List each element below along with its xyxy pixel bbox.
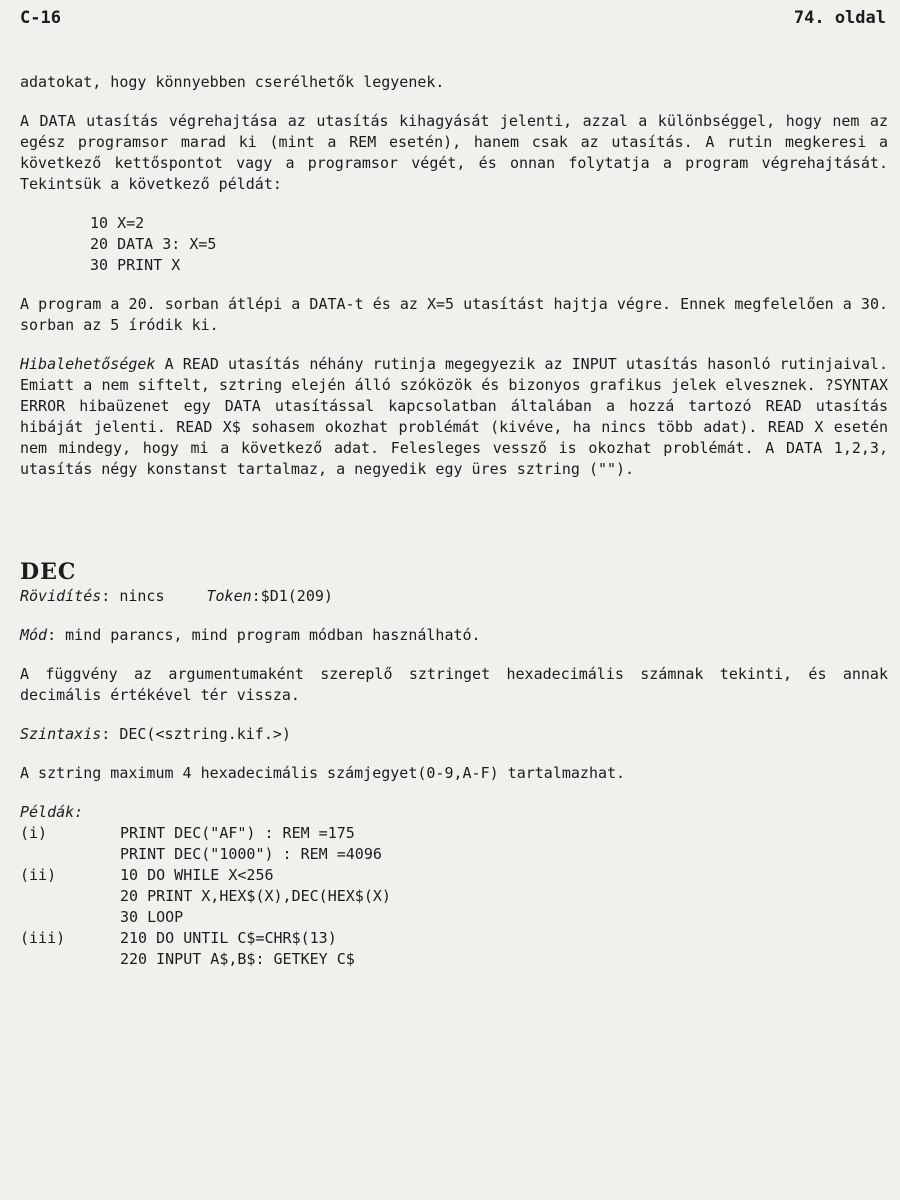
example-code: 220 INPUT A$,B$: GETKEY C$ [120, 950, 355, 968]
example-row [20, 823, 888, 844]
data-exec-paragraph: A DATA utasítás végrehajtása az utasítás kihagyását jelenti, azzal a különbséggel, hogy nem az egész programsor marad ki (mint a REM esetén), hanem csak az utasítás. A rutin megkeresi a következő kettőspontot vagy a programsor végét, és onnan folytatja a program végrehajtását. Tekintsük a következő példát: [20, 112, 888, 193]
example-row [20, 865, 888, 886]
example-row [20, 928, 888, 949]
example-label: (iii) [20, 929, 66, 947]
code-line: 30 PRINT X [90, 256, 181, 274]
errors-paragraph [20, 354, 888, 480]
token-label: Token [206, 587, 252, 605]
mode-value: : mind parancs, mind program módban használható. [47, 626, 481, 644]
syntax-label: Szintaxis [20, 725, 102, 743]
example-row [20, 886, 888, 907]
example-code: PRINT DEC("1000") : REM =4096 [120, 845, 382, 863]
intro-tail-paragraph: adatokat, hogy könnyebben cserélhetők legyenek. [20, 73, 445, 91]
program-note-paragraph: A program a 20. sorban átlépi a DATA-t és az X=5 utasítást hajtja végre. Ennek megfelelően a 30. sorban az 5 íródik ki. [20, 295, 888, 334]
example-code: PRINT DEC("AF") : REM =175 [120, 824, 355, 842]
page-body [20, 72, 888, 970]
dec-abbreviation [20, 586, 888, 607]
code-line: 20 DATA 3: X=5 [90, 235, 217, 253]
code-line: 10 X=2 [90, 214, 145, 232]
dec-description: A függvény az argumentumaként szereplő sztringet hexadecimális számnak tekinti, és annak decimális értékével tér vissza. [20, 665, 888, 704]
token-value: :$D1(209) [251, 587, 333, 605]
section-code: C-16 [20, 8, 61, 28]
errors-label: Hibalehetőségek [20, 355, 156, 373]
syntax-value: : DEC(<sztring.kif.>) [101, 725, 291, 743]
dec-limit: A sztring maximum 4 hexadecimális számjegyet(0-9,A-F) tartalmazhat. [20, 764, 626, 782]
example-row [20, 907, 888, 928]
example-row [20, 844, 888, 865]
example-label: (ii) [20, 866, 57, 884]
abbr-label: Rövidítés [20, 587, 102, 605]
abbr-value: : nincs [101, 587, 165, 605]
example-label: (i) [20, 824, 48, 842]
examples-list [20, 823, 888, 970]
dec-heading: DEC [20, 559, 77, 585]
mode-label: Mód [20, 626, 48, 644]
example-code: 210 DO UNTIL C$=CHR$(13) [120, 929, 337, 947]
page-header [20, 8, 886, 32]
example-code: 10 DO WHILE X<256 [120, 866, 274, 884]
example-code: 30 LOOP [120, 908, 184, 926]
example-row [20, 949, 888, 970]
examples-label: Példák: [20, 803, 84, 821]
dec-syntax [20, 724, 888, 745]
example-code: 20 PRINT X,HEX$(X),DEC(HEX$(X) [120, 887, 391, 905]
page-number: 74. oldal [793, 8, 886, 28]
code-example-1 [90, 213, 888, 276]
dec-mode [20, 625, 888, 646]
errors-text: A READ utasítás néhány rutinja megegyezik az INPUT utasítás hasonló rutinjaival. Emiatt a nem siftelt, sztring elején álló szóközök és bizonyos grafikus jelek elvesznek. ?SYNTAX ERROR hibaüzenet egy DATA utasítással kapcsolatban általában a hozzá tartozó READ utasítás hibáját jelenti. READ X$ sohasem okozhat problémát (kivéve, ha nincs több adat). READ X esetén nem mindegy, hogy mi a következő adat. Felesleges vessző is okozhat problémát. A DATA 1,2,3, utasítás négy konstanst tartalmaz, a negyedik egy üres sztring (""). [20, 355, 888, 478]
